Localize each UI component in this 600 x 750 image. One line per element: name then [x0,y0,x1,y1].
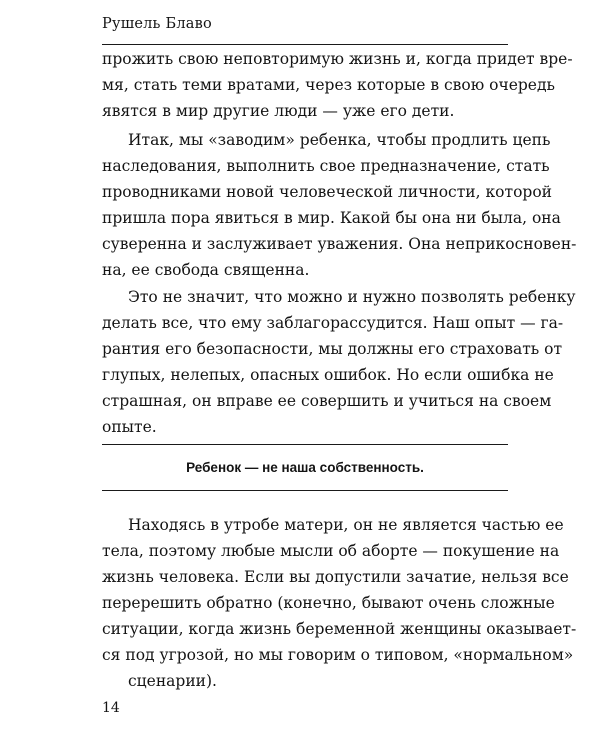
paragraph-1-line-3: явятся в мир другие люди — уже его дети. [102,102,455,120]
header-rule [102,44,508,45]
paragraph-4-line-2: тела, поэтому любые мысли об аборте — покушение на [102,542,560,560]
callout-bottom-rule [102,490,508,491]
paragraph-2-line-6: на, ее свобода священна. [102,261,310,279]
paragraph-3-line-6: опыте. [102,418,157,436]
paragraph-3-line-2: делать все, что ему заблагорассудится. Наш опыт — га- [102,314,564,332]
callout-text: Ребенок — не наша собственность. [186,460,424,475]
paragraph-4-line-3: жизнь человека. Если вы допустили зачатие, нельзя все [102,568,569,586]
paragraph-4-line-6: ся под угрозой, но мы говорим о типовом, «нормальном» [102,646,574,664]
paragraph-1-line-2: мя, стать теми вратами, через которые в свою очередь [102,76,555,94]
paragraph-1-line-1: прожить свою неповторимую жизнь и, когда придет вре- [102,50,573,68]
paragraph-2-line-4: пришла пора явиться в мир. Какой бы она ни была, она [102,209,561,227]
paragraph-2-line-2: наследования, выполнить свое предназначение, стать [102,157,550,175]
paragraph-4-line-5: ситуации, когда жизнь беременной женщины оказывает- [102,620,577,638]
page-number: 14 [102,700,120,716]
paragraph-4-line-4: перерешить обратно (конечно, бывают очень сложные [102,594,555,612]
paragraph-2-line-1: Итак, мы «заводим» ребенка, чтобы продлить цепь [128,131,551,149]
paragraph-3-line-3: рантия его безопасности, мы должны его страховать от [102,340,563,358]
paragraph-3-line-1: Это не значит, что можно и нужно позволять ребенку [128,288,576,306]
callout-top-rule [102,444,508,445]
paragraph-3-line-5: страшная, он вправе ее совершить и учиться на своем [102,392,552,410]
paragraph-4-line-7: сценарии). [128,672,217,690]
paragraph-2-line-3: проводниками новой человеческой личности, которой [102,183,552,201]
paragraph-2-line-5: суверенна и заслуживает уважения. Она неприкосновен- [102,235,577,253]
running-head: Рушель Блаво [102,16,212,32]
paragraph-3-line-4: глупых, нелепых, опасных ошибок. Но если ошибка не [102,366,554,384]
paragraph-4-line-1: Находясь в утробе матери, он не является частью ее [128,516,564,534]
